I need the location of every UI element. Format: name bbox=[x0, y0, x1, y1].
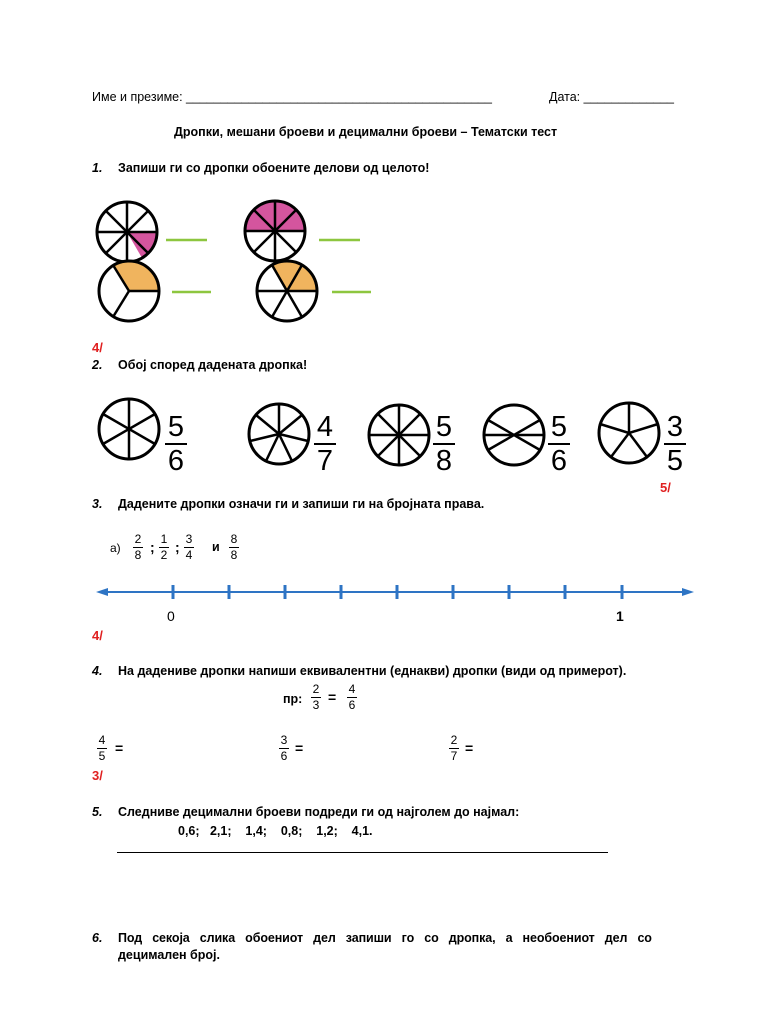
denominator: 5 bbox=[666, 445, 684, 477]
denominator: 5 bbox=[98, 749, 106, 763]
numerator: 3 bbox=[185, 532, 193, 546]
numerator: 2 bbox=[450, 733, 458, 747]
numerator: 2 bbox=[134, 532, 142, 546]
numerator: 2 bbox=[312, 682, 320, 696]
q4-fraction-1 bbox=[97, 734, 107, 763]
q3-number: 3. bbox=[92, 497, 103, 511]
q3-separator: ; bbox=[150, 539, 155, 555]
denominator: 6 bbox=[348, 698, 356, 712]
q3-separator: ; bbox=[175, 539, 180, 555]
numerator: 4 bbox=[348, 682, 356, 696]
page-title: Дропки, мешани броеви и децимални броеви – Тематски тест bbox=[174, 125, 558, 139]
numerator: 5 bbox=[550, 411, 568, 443]
denominator: 3 bbox=[312, 698, 320, 712]
denominator: 7 bbox=[316, 445, 334, 477]
q4-equals: = bbox=[115, 740, 124, 756]
q3-and: и bbox=[212, 540, 220, 554]
denominator: 8 bbox=[230, 548, 238, 562]
numerator: 3 bbox=[280, 733, 288, 747]
denominator: 4 bbox=[185, 548, 193, 562]
date-field[interactable]: Дата: _____________ bbox=[549, 90, 674, 104]
q5-number: 5. bbox=[92, 805, 103, 819]
q5-text: Следниве децимални броеви подреди ги од најголем до најмал: bbox=[118, 805, 520, 819]
denominator: 6 bbox=[550, 445, 568, 477]
q5-numbers: 0,6; 2,1; 1,4; 0,8; 1,2; 4,1. bbox=[178, 824, 373, 838]
name-field[interactable]: Име и презиме: ____________________________________________ bbox=[92, 90, 492, 104]
denominator: 2 bbox=[160, 548, 168, 562]
q2-text: Обој според дадената дропка! bbox=[118, 358, 308, 372]
numerator: 4 bbox=[316, 411, 334, 443]
q4-example-fraction-2 bbox=[347, 683, 357, 712]
q6-text-line-2: децимален број. bbox=[118, 948, 220, 962]
q6-number: 6. bbox=[92, 931, 103, 945]
q1-score: 4/ bbox=[92, 340, 103, 355]
numerator: 4 bbox=[98, 733, 106, 747]
denominator: 6 bbox=[280, 749, 288, 763]
q3-part-label: а) bbox=[110, 541, 121, 555]
denominator: 6 bbox=[167, 445, 185, 477]
q4-fraction-3 bbox=[449, 734, 459, 763]
q4-example-fraction-1 bbox=[311, 683, 321, 712]
numerator: 5 bbox=[435, 411, 453, 443]
numerator: 3 bbox=[666, 411, 684, 443]
q6-text-line-1: Под секоја слика обоениот дел запиши го со дропка, а необоениот дел со bbox=[118, 931, 652, 945]
denominator: 8 bbox=[134, 548, 142, 562]
q3-score: 4/ bbox=[92, 628, 103, 643]
q4-equals: = bbox=[295, 740, 304, 756]
denominator: 8 bbox=[435, 445, 453, 477]
q4-text: На дадениве дропки напиши еквивалентни (еднакви) дропки (види од примерот). bbox=[118, 664, 627, 678]
axis-label-zero: 0 bbox=[167, 608, 175, 624]
q1-number: 1. bbox=[92, 161, 103, 175]
q4-number: 4. bbox=[92, 664, 103, 678]
q2-number: 2. bbox=[92, 358, 103, 372]
q5-answer-line[interactable] bbox=[117, 852, 608, 853]
q4-equals: = bbox=[328, 689, 337, 705]
q4-equals: = bbox=[465, 740, 474, 756]
q4-fraction-2 bbox=[279, 734, 289, 763]
q4-score: 3/ bbox=[92, 768, 103, 783]
q1-text: Запиши ги со дропки обоените делови од целото! bbox=[118, 161, 430, 175]
axis-label-one: 1 bbox=[616, 608, 624, 624]
q3-text: Дадените дропки означи ги и запиши ги на бројната права. bbox=[118, 497, 485, 511]
numerator: 8 bbox=[230, 532, 238, 546]
q4-example-label: пр: bbox=[283, 692, 303, 706]
denominator: 7 bbox=[450, 749, 458, 763]
numerator: 1 bbox=[160, 532, 168, 546]
q2-score: 5/ bbox=[660, 480, 671, 495]
numerator: 5 bbox=[167, 411, 185, 443]
